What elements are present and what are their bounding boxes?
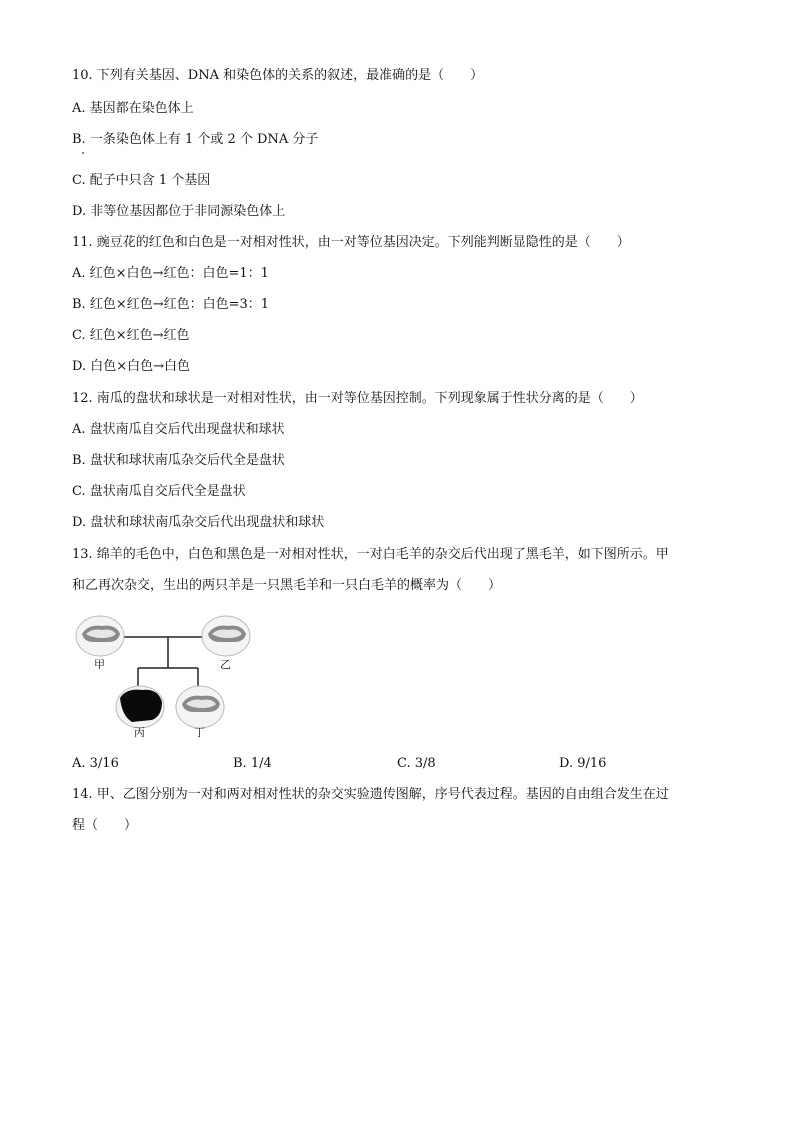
sheep-jia-white (76, 616, 124, 656)
q13-stem-line2: 和乙再次杂交，生出的两只羊是一只黑毛羊和一只白毛羊的概率为（ ） (72, 578, 502, 593)
q13-option-a: A. 3/16 (72, 756, 119, 771)
q11-option-b: B. 红色×红色→红色：白色=3：1 (72, 297, 270, 312)
q12-option-b: B. 盘状和球状南瓜杂交后代全是盘状 (72, 453, 285, 468)
q10-option-c: C. 配子中只含 1 个基因 (72, 173, 211, 188)
q10-option-b: B. 一条染色体上有 1 个或 2 个 DNA 分子 (72, 132, 319, 147)
label-bing: 丙 (134, 726, 145, 739)
q12-option-a: A. 盘状南瓜自交后代出现盘状和球状 (72, 422, 285, 437)
sheep-pedigree-figure (72, 612, 272, 742)
sheep-bing-black (116, 686, 164, 728)
q11-option-c: C. 红色×红色→红色 (72, 328, 190, 343)
sheep-pedigree-svg (72, 612, 272, 742)
q10-option-d: D. 非等位基因都位于非同源染色体上 (72, 204, 286, 219)
sheep-ding-white (176, 686, 224, 728)
q13-option-c: C. 3/8 (397, 756, 436, 771)
q11-option-a: A. 红色×白色→红色：白色=1：1 (72, 266, 269, 281)
label-ding: 丁 (194, 726, 205, 739)
q10-option-a: A. 基因都在染色体上 (72, 101, 194, 116)
q10-stem: 10. 下列有关基因、DNA 和染色体的关系的叙述，最准确的是（ ） (72, 68, 484, 83)
q11-stem: 11. 豌豆花的红色和白色是一对相对性状，由一对等位基因决定。下列能判断显隐性的是（ ） (72, 235, 630, 250)
q11-option-d: D. 白色×白色→白色 (72, 359, 191, 374)
sheep-yi-white (202, 616, 250, 656)
label-jia: 甲 (94, 658, 105, 671)
q14-stem-line1: 14. 甲、乙图分别为一对和两对相对性状的杂交实验遗传图解，序号代表过程。基因的自由组合发生在过 (72, 787, 669, 802)
q12-option-c: C. 盘状南瓜自交后代全是盘状 (72, 484, 246, 499)
label-yi: 乙 (220, 658, 231, 671)
q12-stem: 12. 南瓜的盘状和球状是一对相对性状，由一对等位基因控制。下列现象属于性状分离的是（ ） (72, 391, 643, 406)
q12-option-d: D. 盘状和球状南瓜杂交后代出现盘状和球状 (72, 515, 325, 530)
q13-option-d: D. 9/16 (559, 756, 607, 771)
q13-stem-line1: 13. 绵羊的毛色中，白色和黑色是一对相对性状，一对白毛羊的杂交后代出现了黑毛羊，如下图所示。甲 (72, 547, 669, 562)
q13-option-b: B. 1/4 (233, 756, 272, 771)
q14-stem-line2: 程（ ） (72, 818, 138, 833)
stray-mark (82, 152, 84, 154)
